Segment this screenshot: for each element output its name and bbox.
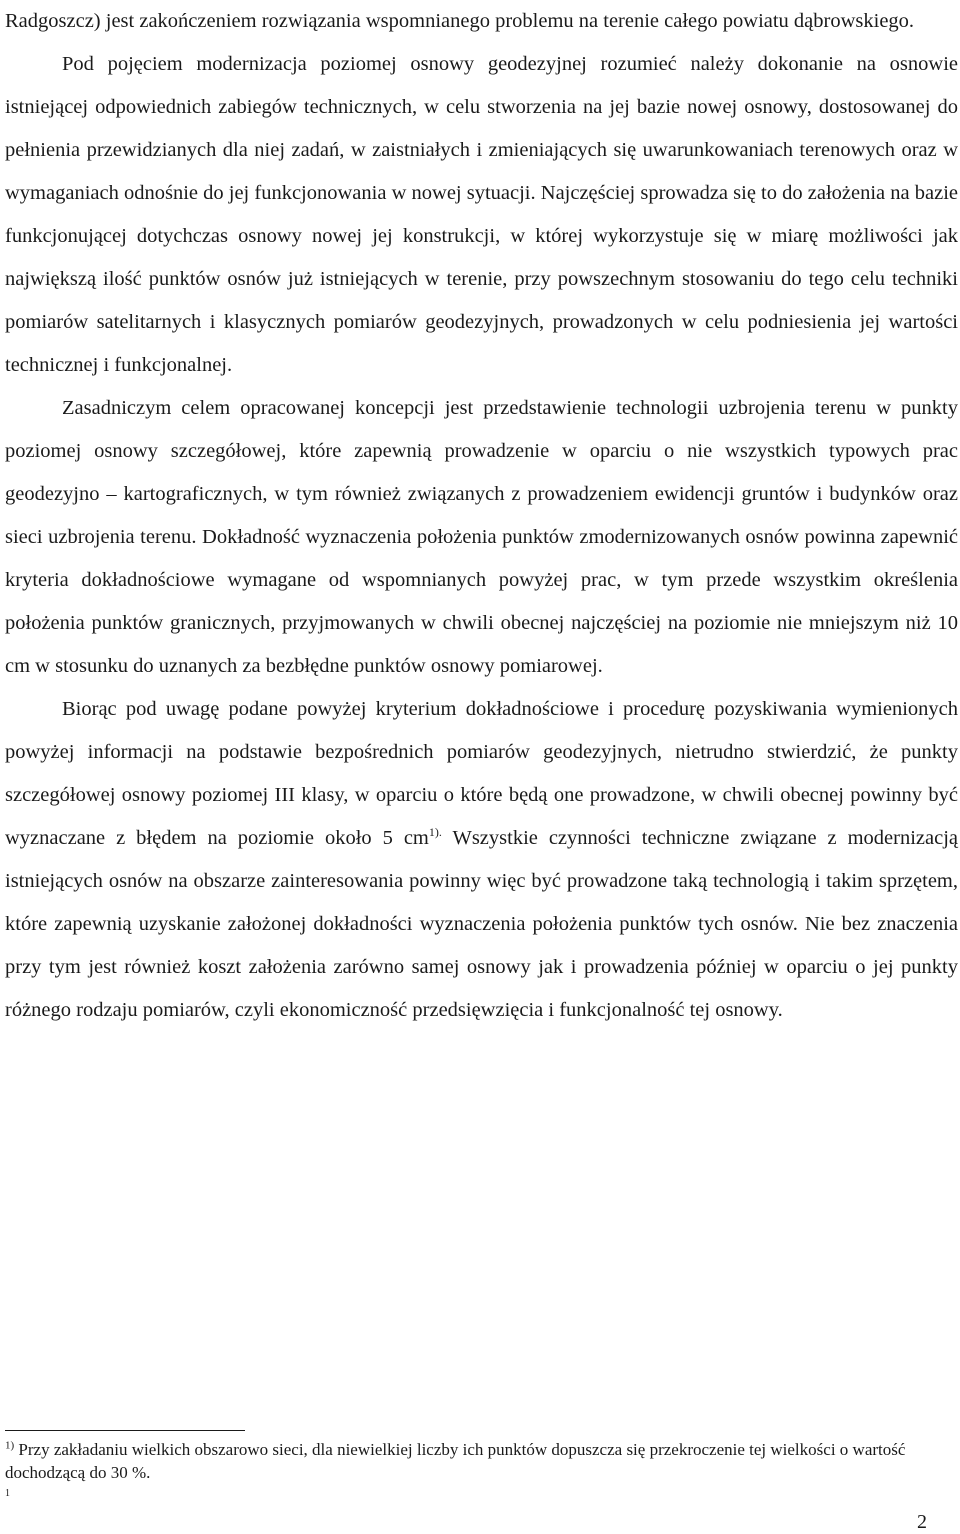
- footnote-reference: 1).: [428, 825, 442, 840]
- footnote-text: Przy zakładaniu wielkich obszarowo sieci, dla niewielkiej liczby ich punktów dopuszcza się przekroczenie tej wielkości o wartość dochodzącą do 30 %.: [5, 1440, 906, 1482]
- page-content: [5, 0, 958, 1032]
- body-text: [5, 0, 958, 1032]
- footnote-divider: [5, 1430, 245, 1431]
- paragraph-1: Radgoszcz) jest zakończeniem rozwiązania wspomnianego problemu na terenie całego powiatu dąbrowskiego.: [5, 10, 915, 32]
- footnote-ref-number: 1: [5, 1488, 10, 1499]
- paragraph-4-text-a: Biorąc pod uwagę podane powyżej kryterium dokładnościowe i procedurę pozyskiwania wymienionych powyżej informacji na podstawie bezpośrednich pomiarów geodezyjnych, nietrudno stwierdzić, że punkty szczegółowej osnowy poziomej III klasy, w oparciu o które będą one prowadzone, w chwili obecnej powinny być wyznaczane z błędem na poziomie około 5 cm: [5, 698, 958, 849]
- footnote-marker: 1): [5, 1439, 15, 1452]
- page-number: 2: [917, 1511, 927, 1533]
- paragraph-3: Zasadniczym celem opracowanej koncepcji jest przedstawienie technologii uzbrojenia terenu w punkty poziomej osnowy szczegółowej, które zapewnią prowadzenie w oparciu o nie wszystkich typowych prac geodezyjno – kartograficznych, w tym również związanych z prowadzeniem ewidencji gruntów i budynków oraz sieci uzbrojenia terenu. Dokładność wyznaczenia położenia punktów zmodernizowanych osnów powinna zapewnić kryteria dokładnościowe wymagane od wspomnianych powyżej prac, w tym przede wszystkim określenia położenia punktów granicznych, przyjmowanych w chwili obecnej najczęściej na poziomie nie mniejszym niż 10 cm w stosunku do uznanych za bezbłędne punktów osnowy pomiarowej.: [5, 397, 958, 677]
- paragraph-4: [5, 688, 958, 1032]
- paragraph-2: Pod pojęciem modernizacja poziomej osnowy geodezyjnej rozumieć należy dokonanie na osnowie istniejącej odpowiednich zabiegów technicznych, w celu stworzenia na jej bazie nowej osnowy, dostosowanej do pełnienia przewidzianych dla niej zadań, w zaistniałych i zmieniających się uwarunkowaniach terenowych oraz w wymaganiach odnośnie do jej funkcjonowania w nowej sytuacji. Najczęściej sprowadza się to do założenia na bazie funkcjonującej dotychczas osnowy nowej jej konstrukcji, w której wykorzystuje się w miarę możliwości jak największą ilość punktów osnów już istniejących w terenie, przy powszechnym stosowaniu do tego celu techniki pomiarów satelitarnych i klasycznych pomiarów geodezyjnych, prowadzonych w celu podniesienia jej wartości technicznej i funkcjonalnej.: [5, 53, 958, 376]
- paragraph-4-text-b: Wszystkie czynności techniczne związane z modernizacją istniejących osnów na obszarze zainteresowania powinny więc być prowadzone taką technologią i takim sprzętem, które zapewnią uzyskanie założonej dokładności wyznaczenia położenia punktów tych osnów. Nie bez znaczenia przy tym jest również koszt założenia zarówno samej osnowy jak i prowadzenia później w oparciu o jej punkty różnego rodzaju pomiarów, czyli ekonomiczność przedsięwzięcia i funkcjonalność tej osnowy.: [5, 827, 958, 1021]
- footnote: [5, 1438, 955, 1484]
